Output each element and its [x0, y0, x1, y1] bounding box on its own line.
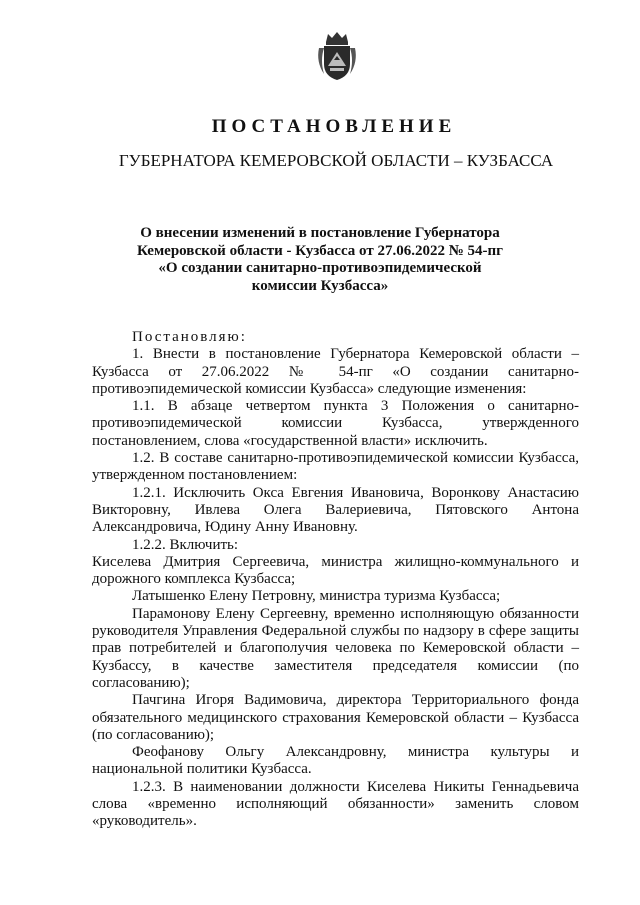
heading-line: Кемеровской области - Кузбасса от 27.06.2022 № 54-пг: [136, 242, 503, 259]
paragraph-1-2-1: 1.2.1. Исключить Окса Евгения Ивановича, Воронкову Анастасию Викторовну, Ивлева Олега Валериевича, Пятовского Антона Александровича, Юдину Анну Ивановну.: [92, 484, 579, 536]
heading-line: «О создании санитарно-противоэпидемической: [158, 260, 482, 276]
paragraph-1-2-3: 1.2.3. В наименовании должности Киселева Никиты Геннадьевича слова «временно исполняющий обязанности» заменить словом «руководитель».: [92, 778, 579, 830]
paragraph-1-2: 1.2. В составе санитарно-противоэпидемической комиссии Кузбасса, утвержденном постановлением:: [92, 450, 579, 484]
coat-of-arms-icon: [316, 30, 358, 82]
member-entry: Латышенко Елену Петровну, министра туризма Кузбасса;: [132, 588, 501, 605]
issuer-subtitle: ГУБЕРНАТОРА КЕМЕРОВСКОЙ ОБЛАСТИ – КУЗБАССА: [118, 151, 554, 170]
paragraph-1-2-2: 1.2.2. Включить:: [132, 536, 239, 553]
document-title: ПОСТАНОВЛЕНИЕ: [211, 116, 457, 137]
paragraph-1: 1. Внести в постановление Губернатора Кемеровской области – Кузбасса от 27.06.2022 № 54-пг «О создании санитарно-противоэпидемической комиссии Кузбасса» следующие изменения:: [92, 346, 579, 397]
member-entry: Киселева Дмитрия Сергеевича, министра жилищно-коммунального и дорожного комплекса Кузбасса;: [92, 553, 579, 588]
member-entry: Феофанову Ольгу Александровну, министра культуры и национальной политики Кузбасса.: [92, 744, 579, 778]
member-entry: Парамонову Елену Сергеевну, временно исполняющую обязанности руководителя Управления Федеральной службы по надзору в сфере защиты прав потребителей и благополучия человека по Кемеровской области – Кузбассу, в качестве заместителя председателя комиссии (по согласованию);: [92, 605, 579, 691]
paragraph-1-1: 1.1. В абзаце четвертом пункта 3 Положения о санитарно-противоэпидемической комиссии Кузбасса, утвержденного постановлением, слова «государственной власти» исключить.: [92, 398, 579, 449]
heading-line: О внесении изменений в постановление Губернатора: [140, 225, 500, 241]
member-entry: Пачгина Игоря Вадимовича, директора Территориального фонда обязательного медицинского страхования Кемеровской области – Кузбасса (по согласованию);: [92, 692, 579, 743]
document-heading: [120, 225, 520, 295]
document-body: [92, 329, 579, 831]
resolution-intro: Постановляю:: [132, 329, 247, 345]
heading-line: комиссии Кузбасса»: [251, 277, 389, 294]
